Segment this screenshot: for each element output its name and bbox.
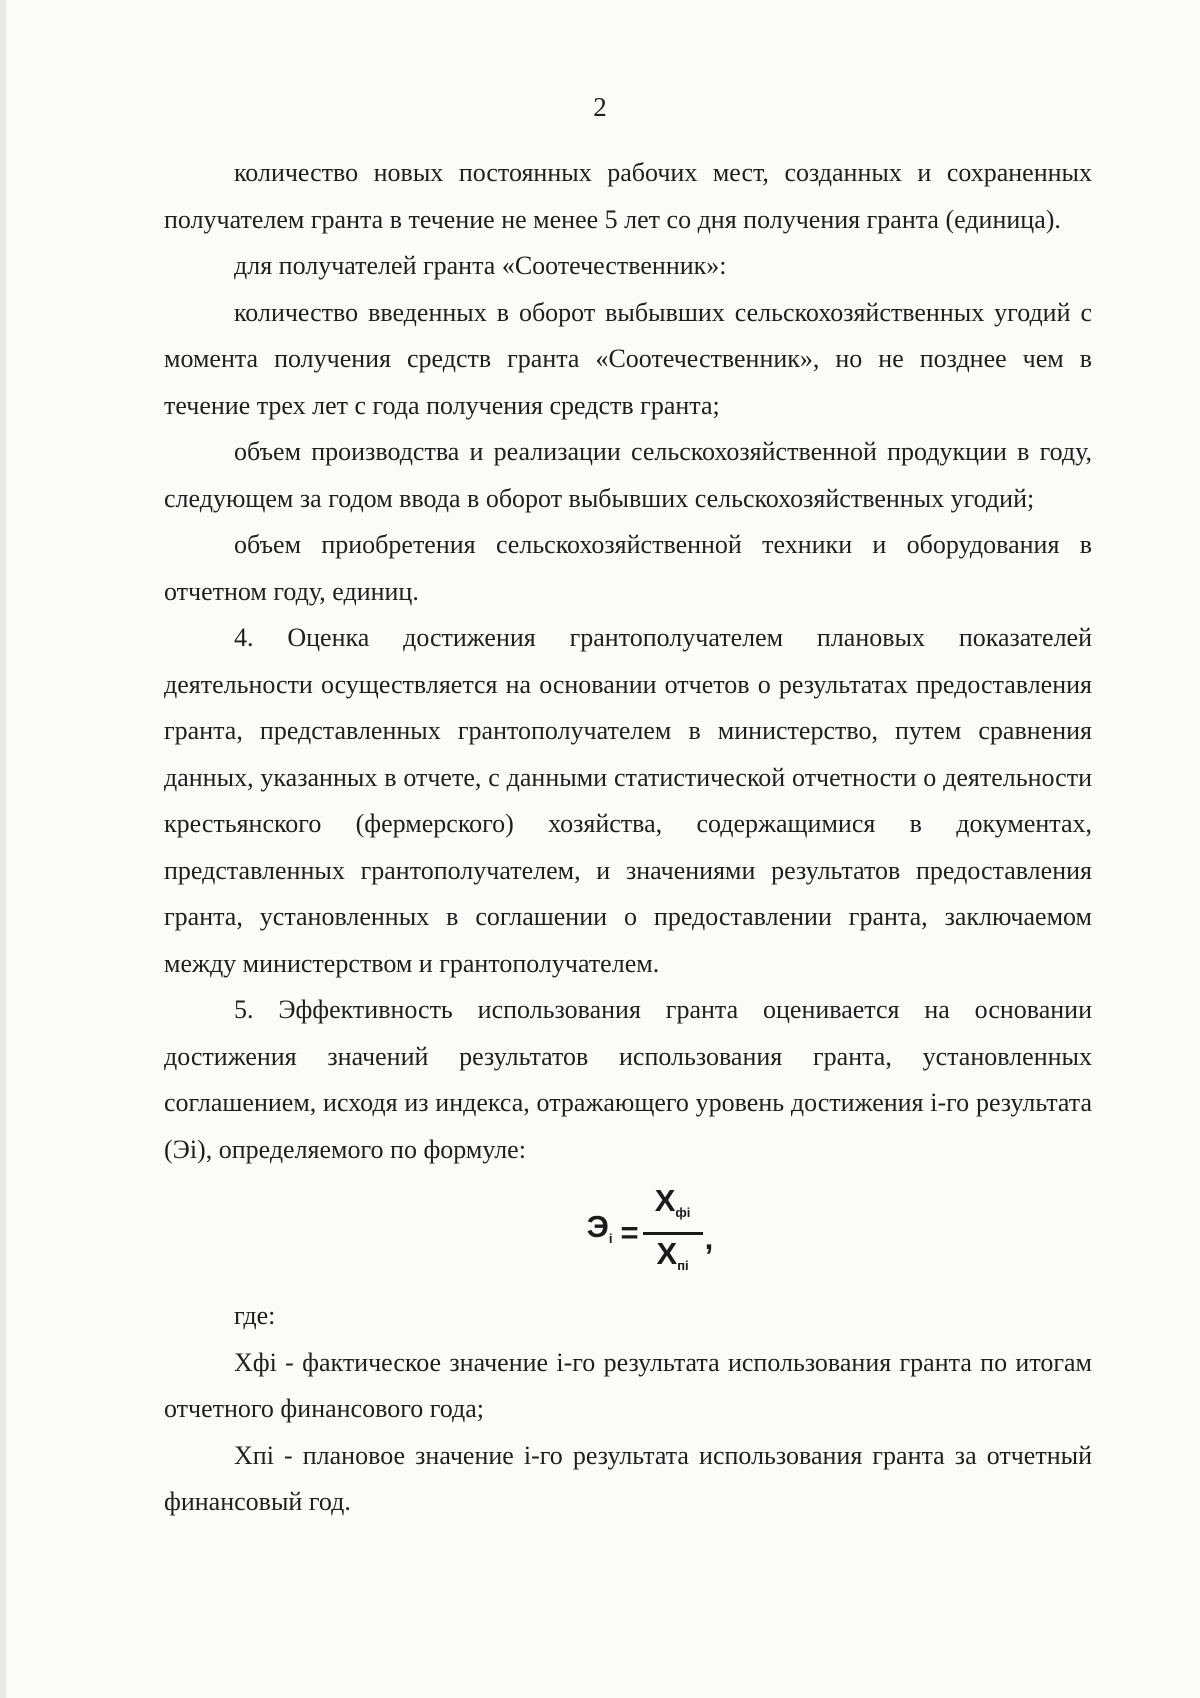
- formula-block: [164, 1173, 1092, 1293]
- paragraph-production-volume: объем производства и реализации сельскохозяйственной продукции в году, следующем за годом ввода в оборот выбывших сельскохозяйственных угодий;: [164, 437, 1092, 513]
- paragraph-where: где:: [234, 1301, 276, 1330]
- document-body: [164, 150, 1092, 1526]
- formula-comma: ,: [704, 1221, 714, 1256]
- paragraph-actual-value: Хфi - фактическое значение i-го результата использования гранта по итогам отчетного финансового года;: [164, 1347, 1092, 1423]
- paragraph-land-count: количество введенных в оборот выбывших сельскохозяйственных угодий с момента получения средств гранта «Соотечественник», но не позднее чем в течение трех лет с года получения средств гранта;: [164, 297, 1092, 420]
- paragraph-equipment-volume: объем приобретения сельскохозяйственной техники и оборудования в отчетном году, единиц.: [164, 530, 1092, 606]
- paragraph-section-5: 5. Эффективность использования гранта оценивается на основании достижения значений результатов использования гранта, установленных соглашением, исходя из индекса, отражающего уровень достижения i-го результата (Эi), определяемого по формуле:: [164, 995, 1092, 1164]
- formula-numerator: $Х_{фi}$: [654, 1182, 691, 1220]
- paragraph-planned-value: Хпi - плановое значение i-го результата использования гранта за отчетный финансовый год.: [164, 1440, 1092, 1516]
- page-number: 2: [593, 92, 607, 122]
- paragraph-section-4: 4. Оценка достижения грантополучателем плановых показателей деятельности осуществляется на основании отчетов о результатах предоставления гранта, представленных грантополучателем в министерство, путем сравнения данных, указанных в отчете, с данными статистической отчетности о деятельности крестьянского (фермерского) хозяйства, содержащимися в документах, представленных грантополучателем, и значениями результатов предоставления гранта, установленных в соглашении о предоставлении гранта, заключаемом между министерством и грантополучателем.: [164, 623, 1092, 978]
- formula-fraction: [643, 1184, 703, 1283]
- formula-equals: =: [620, 1214, 639, 1250]
- paragraph-jobs: количество новых постоянных рабочих мест, созданных и сохраненных получателем гранта в течение не менее 5 лет со дня получения гранта (единица).: [164, 158, 1092, 234]
- formula-denominator: $Х_{пi}$: [656, 1235, 689, 1273]
- efficiency-formula: [587, 1184, 713, 1283]
- paragraph-compatriot-heading: для получателей гранта «Соотечественник»:: [234, 251, 727, 280]
- formula-lhs: $Э_i$: [586, 1208, 613, 1246]
